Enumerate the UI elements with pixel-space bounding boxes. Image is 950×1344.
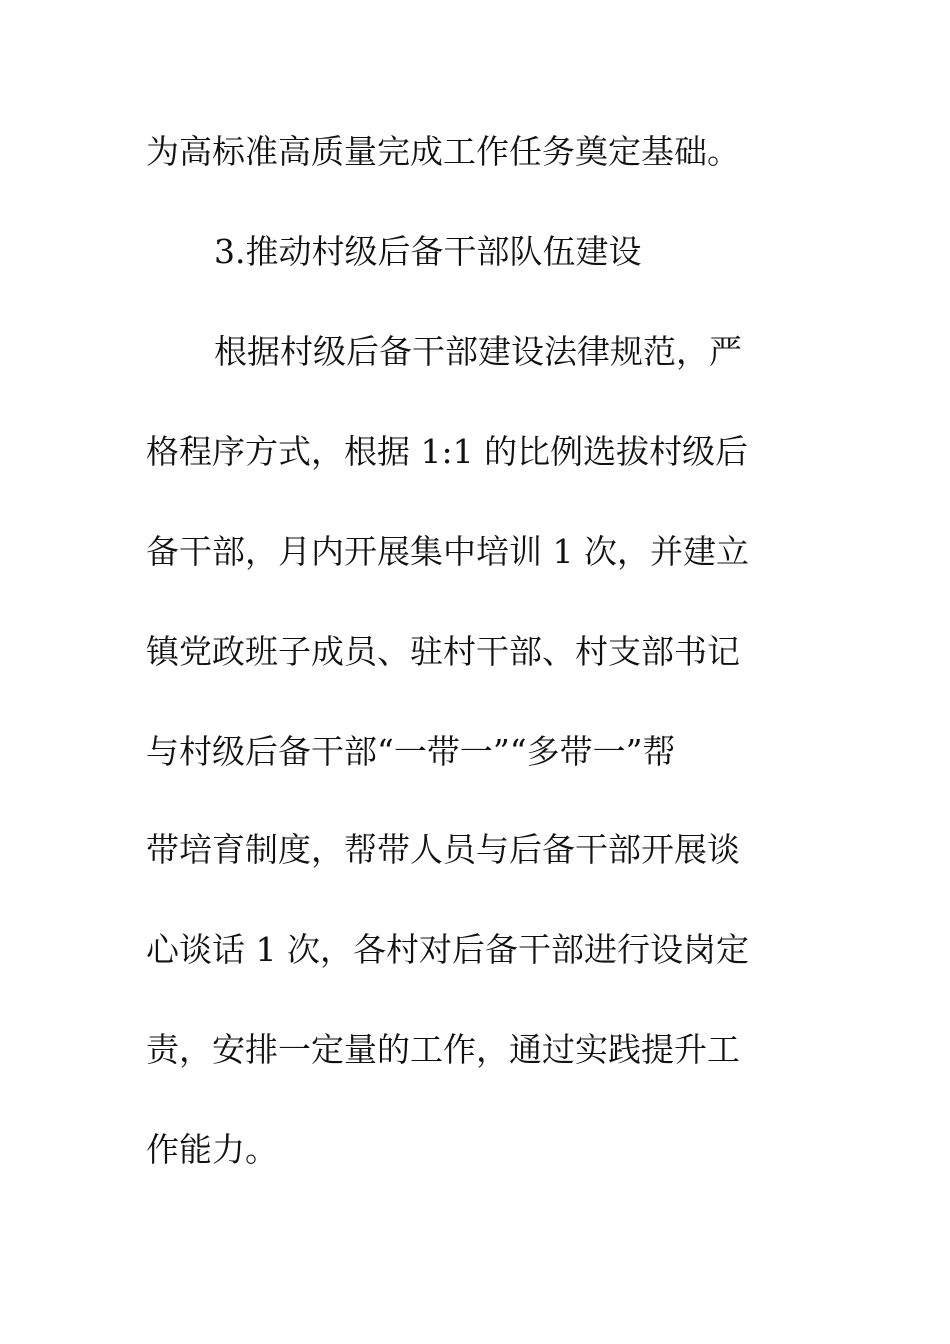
section-heading: 3.推动村级后备干部队伍建设: [214, 232, 642, 271]
paragraph-line: 作能力。: [146, 1130, 278, 1169]
paragraph-line: 责，安排一定量的工作，通过实践提升工: [146, 1030, 740, 1069]
paragraph-line: 备干部，月内开展集中培训 1 次，并建立: [146, 532, 749, 571]
paragraph-line: 与村级后备干部“一带一”“多带一”帮: [146, 732, 676, 771]
paragraph-line: 带培育制度，帮带人员与后备干部开展谈: [146, 830, 740, 869]
paragraph-line: 根据村级后备干部建设法律规范，严: [214, 332, 742, 371]
paragraph-line: 心谈话 1 次，各村对后备干部进行设岗定: [146, 930, 749, 969]
paragraph-line: 镇党政班子成员、驻村干部、村支部书记: [146, 632, 740, 671]
paragraph-line: 格程序方式，根据 1:1 的比例选拔村级后: [146, 432, 749, 471]
paragraph-line: 为高标准高质量完成工作任务奠定基础。: [146, 132, 740, 171]
